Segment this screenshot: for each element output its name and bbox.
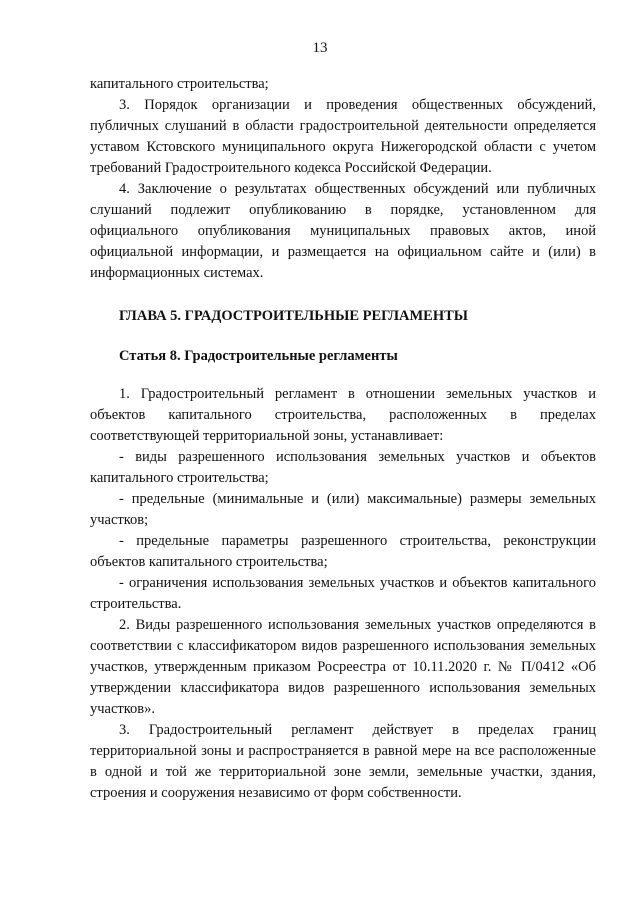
document-body: [90, 74, 596, 804]
article-item-3: 3. Градостроительный регламент действует в пределах границ территориальной зоны и распространяется в равной мере на все расположенные в одной и той же территориальной зоне земли, земельные участки, здания, строения и сооружения независимо от форм собственности.: [90, 722, 596, 801]
paragraph-item-4: 4. Заключение о результатах общественных обсуждений или публичных слушаний подлежит опубликованию в порядке, установленном для официального опубликования муниципальных правовых актов, иной официальной информации, и размещается на официальном сайте и (или) в информационных системах.: [90, 181, 596, 281]
article-heading: Статья 8. Градостроительные регламенты: [119, 348, 398, 364]
list-item-bullet-3: - предельные параметры разрешенного строительства, реконструкции объектов капитального строительства;: [90, 533, 596, 570]
list-item-bullet-1: - виды разрешенного использования земельных участков и объектов капитального строительства;: [90, 449, 596, 486]
article-item-2: 2. Виды разрешенного использования земельных участков определяются в соответствии с классификатором видов разрешенного использования земельных участков, утвержденным приказом Росреестра от 10.11.2020 г. № П/0412 «Об утверждении классификатора видов разрешенного использования земельных участков».: [90, 617, 596, 717]
spacer: [90, 367, 596, 384]
page-number: 13: [312, 40, 328, 56]
list-item-bullet-2: - предельные (минимальные и (или) максимальные) размеры земельных участков;: [90, 491, 596, 528]
list-item-bullet-4: - ограничения использования земельных участков и объектов капитального строительства.: [90, 575, 596, 612]
paragraph-item-3: 3. Порядок организации и проведения общественных обсуждений, публичных слушаний в области градостроительной деятельности определяется уставом Кстовского муниципального округа Нижегородской области с учетом требований Градостроительного кодекса Российской Федерации.: [90, 97, 596, 176]
paragraph-continuation: капитального строительства;: [90, 76, 269, 92]
chapter-heading: ГЛАВА 5. ГРАДОСТРОИТЕЛЬНЫЕ РЕГЛАМЕНТЫ: [119, 308, 469, 324]
article-item-1: 1. Градостроительный регламент в отношении земельных участков и объектов капитального строительства, расположенных в пределах соответствующей территориальной зоны, устанавливает:: [90, 386, 596, 444]
